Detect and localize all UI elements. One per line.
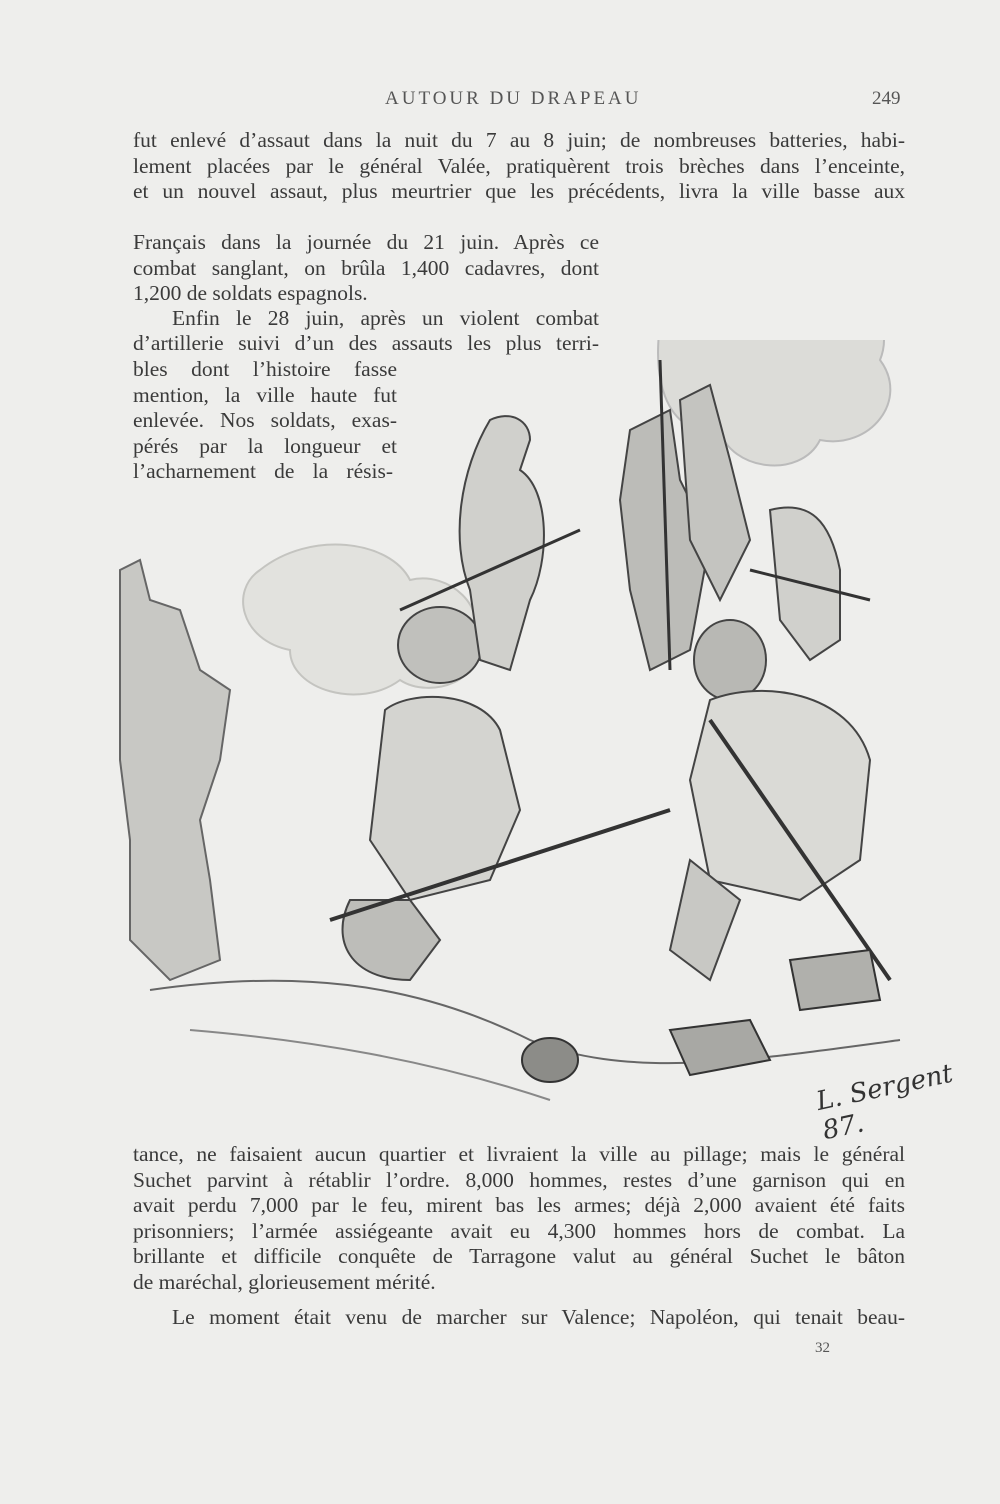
paragraph-1-narrow [133,230,599,307]
text-line: Le moment était venu de marcher sur Valence; Napoléon, qui tenait beau- [172,1305,905,1329]
text-line: d’artillerie suivi d’un des assauts les plus terri- [133,331,599,355]
text-line: Suchet parvint à rétablir l’ordre. 8,000 hommes, restes d’une garnison qui en [133,1167,905,1192]
text-line: avait perdu 7,000 par le feu, mirent bas les armes; déjà 2,000 avaient été faits [133,1193,905,1217]
text-line: prisonniers; l’armée assiégeante avait eu 4,300 hommes hors de combat. La [133,1218,905,1243]
text-line: brillante et difficile conquête de Tarragone valut au général Suchet le bâton [133,1244,905,1268]
paragraph-4 [172,1305,905,1331]
page-number: 249 [872,88,901,109]
text-line: et un nouvel assaut, plus meurtrier que les précédents, livra la ville basse aux [133,179,905,203]
text-line: enlevée. Nos soldats, exas- [133,408,397,432]
text-line: tance, ne faisaient aucun quartier et livraient la ville au pillage; mais le général [133,1142,905,1166]
text-line: pérés par la longueur et [133,433,397,458]
paragraph-3 [133,1142,905,1295]
text-line: Enfin le 28 juin, après un violent combat [172,306,599,330]
text-line: bles dont l’histoire fasse [133,357,397,381]
artist-signature: L. Sergent 87. [813,1058,956,1147]
text-line: mention, la ville haute fut [133,382,397,407]
running-head: AUTOUR DU DRAPEAU [385,88,642,109]
battle-illustration [110,340,910,1130]
text-line: de maréchal, glorieusement mérité. [133,1269,436,1294]
text-line: lement placées par le général Valée, pratiquèrent trois brèches dans l’enceinte, [133,153,905,178]
paragraph-2-line-1 [172,306,599,332]
signature-mark: 32 [815,1340,830,1356]
text-line: 1,200 de soldats espagnols. [133,281,368,305]
text-line: Français dans la journée du 21 juin. Après ce [133,230,599,254]
text-line: fut enlevé d’assaut dans la nuit du 7 au 8 juin; de nombreuses batteries, habi- [133,128,905,152]
paragraph-1 [133,128,905,205]
text-line: combat sanglant, on brûla 1,400 cadavres, dont [133,255,599,280]
text-line: l’acharnement de la résis- [133,459,393,483]
